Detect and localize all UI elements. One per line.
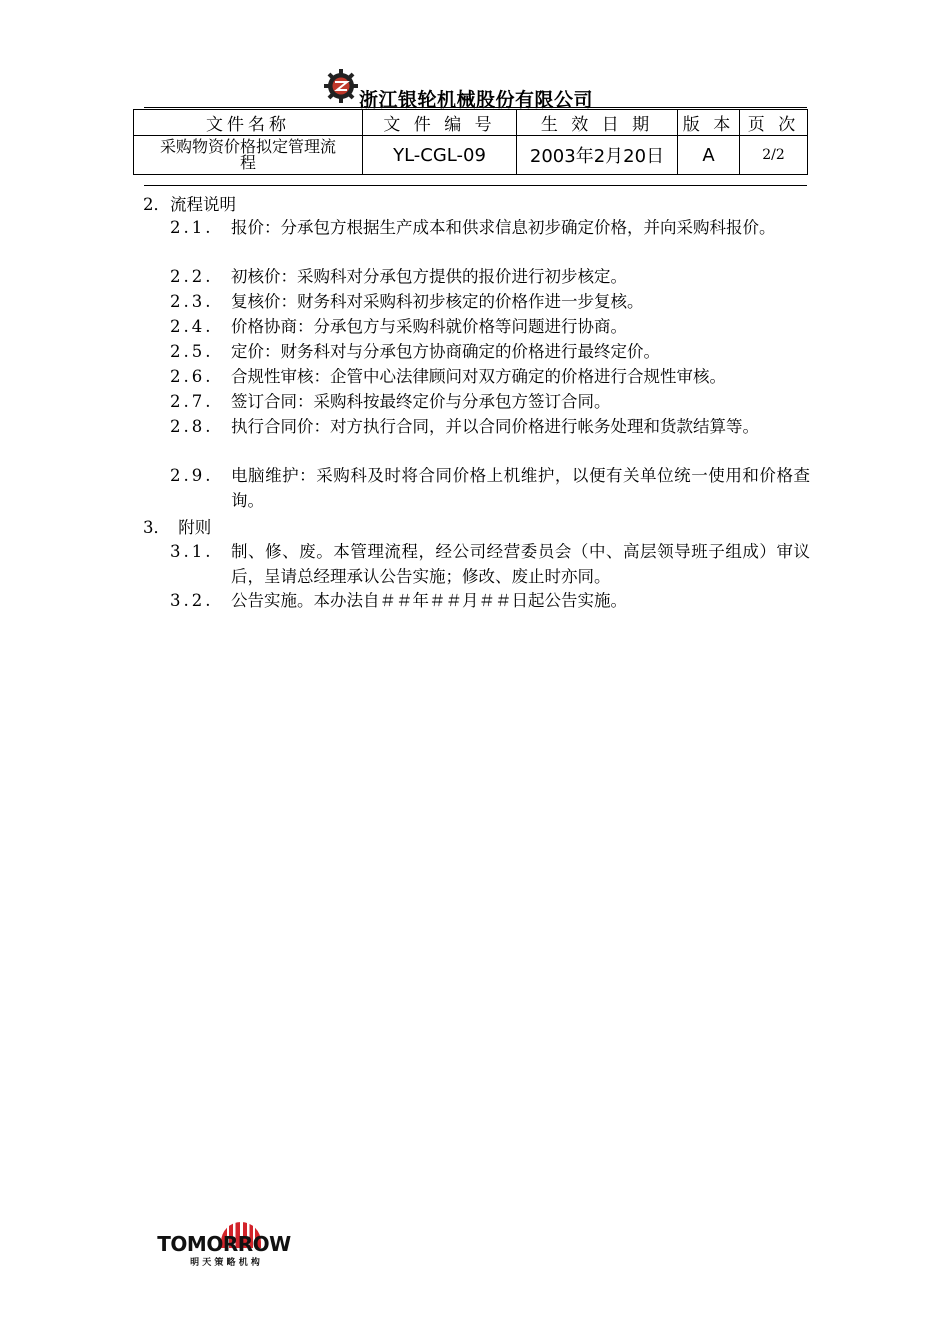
item-text: 合规性审核：企管中心法律顾问对双方确定的价格进行合规性审核。 (231, 367, 726, 386)
item-text: 复核价：财务科对采购科初步核定的价格作进一步复核。 (231, 292, 644, 311)
tomorrow-logo-subtitle: 明 天 策 略 机 构 (190, 1258, 260, 1268)
tomorrow-logo (143, 1212, 305, 1270)
item-text: 执行合同价：对方执行合同，并以合同价格进行帐务处理和货款结算等。 (231, 417, 759, 436)
doc-name-line2: 程 (239, 153, 256, 172)
item-number: 2.7. (170, 392, 214, 411)
item-number: 2.9. (170, 466, 214, 485)
item-text: 公告实施。本办法自＃＃年＃＃月＃＃日起公告实施。 (231, 591, 627, 610)
effective-date: 2003年2月20日 (517, 136, 678, 175)
item-number: 2.1. (170, 218, 214, 237)
doc-name-cell (134, 136, 363, 175)
item-number: 3.1. (170, 542, 214, 561)
item-text: 价格协商：分承包方与采购科就价格等问题进行协商。 (231, 317, 627, 336)
list-item (170, 464, 810, 513)
company-name: 浙江银轮机械股份有限公司 (359, 89, 594, 111)
item-number: 2.8. (170, 417, 214, 436)
page-value: 2/2 (740, 136, 808, 175)
doc-code: YL-CGL-09 (363, 136, 517, 175)
item-text: 电脑维护：采购科及时将合同价格上机维护，以便有关单位统一使用和价格查询。 (231, 466, 810, 510)
header-version: 版 本 (678, 110, 740, 136)
doc-name-line1: 采购物资价格拟定管理流 (159, 137, 336, 156)
list-item (170, 216, 810, 241)
list-item (170, 365, 810, 390)
section-heading: 3． 附则 (143, 518, 212, 537)
tomorrow-logo-text: TOMORROW (157, 1232, 291, 1256)
doc-info-table (133, 109, 808, 175)
item-text: 初核价：采购科对分承包方提供的报价进行初步核定。 (231, 267, 627, 286)
list-item (170, 390, 810, 415)
header-effective-date: 生 效 日 期 (517, 110, 678, 136)
section-heading: 2．流程说明 (143, 195, 236, 214)
version-value: A (678, 136, 740, 175)
company-header (0, 68, 950, 112)
header-rule (144, 107, 807, 108)
item-text: 制、修、废。本管理流程，经公司经营委员会（中、高层领导班子组成）审议后，呈请总经理承认公告实施；修改、废止时亦同。 (231, 542, 810, 586)
gear-logo-icon (323, 68, 359, 104)
header-doc-name: 文件名称 (134, 110, 363, 136)
item-number: 2.4. (170, 317, 214, 336)
item-text: 定价：财务科对与分承包方协商确定的价格进行最终定价。 (231, 342, 660, 361)
list-item (170, 589, 810, 614)
item-number: 3.2. (170, 591, 214, 610)
list-item (170, 265, 810, 290)
divider-rule (144, 185, 807, 186)
item-text: 报价：分承包方根据生产成本和供求信息初步确定价格，并向采购科报价。 (231, 218, 776, 237)
list-item (170, 290, 810, 315)
item-number: 2.2. (170, 267, 214, 286)
list-item (170, 315, 810, 340)
item-number: 2.5. (170, 342, 214, 361)
item-text: 签订合同：采购科按最终定价与分承包方签订合同。 (231, 392, 611, 411)
header-doc-code: 文 件 编 号 (363, 110, 517, 136)
list-item (170, 415, 810, 440)
list-item (170, 540, 810, 589)
item-number: 2.6. (170, 367, 214, 386)
item-number: 2.3. (170, 292, 214, 311)
header-page: 页 次 (740, 110, 808, 136)
list-item (170, 340, 810, 365)
